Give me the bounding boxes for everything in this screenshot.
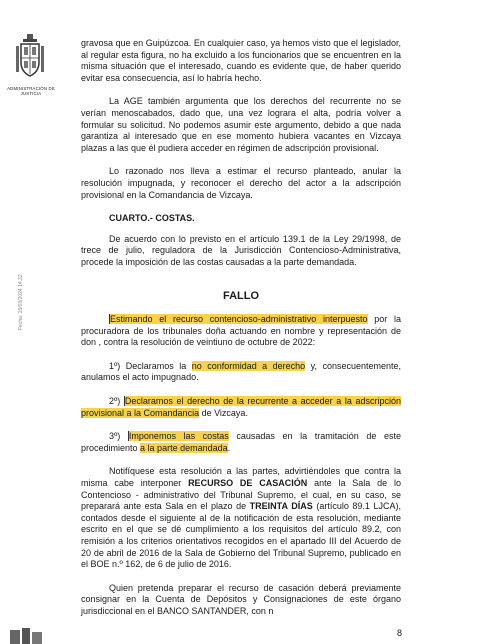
highlight: a la parte demandada (140, 442, 228, 453)
bold-text: TREINTA DÍAS (249, 501, 313, 512)
document-body (81, 38, 401, 618)
text-span: 1º) Declaramos la (109, 360, 192, 371)
text-span: . (227, 442, 231, 453)
text-span: y, consecuentemente, anulamos el acto impugnado. (81, 360, 402, 383)
text-span: 2º) (109, 396, 124, 407)
highlight: Declaramos el derecho de la recurrente a acceder a la adscripción provisional a la Comandancia (81, 396, 401, 418)
paragraph (81, 314, 401, 349)
paragraph (81, 361, 401, 384)
paragraph (81, 431, 401, 454)
coat-of-arms-icon (15, 32, 45, 82)
highlight: Imponemos las costas (128, 431, 229, 442)
date-stamp: Fecha: 15/03/2024 14:32 (18, 274, 24, 330)
text-span: (artículo 89.1 LJCA), contados desde el siguiente al de la notificación de esta resolución, mediante escrito en el que se dé cumplimiento a los requisitos del artículo 89.2, con remisión a los criterios orientativos recogidos en el apartado III del Acuerdo de 20 de abril de 2016 de la Sala de Gobierno del Tribunal Supremo, publicado en el BOE n.º 162, de 6 de julio de 2016. (81, 501, 401, 570)
section-heading: CUARTO.- COSTAS. (109, 213, 195, 224)
paragraph (81, 396, 401, 419)
fallo-heading: FALLO (222, 289, 260, 302)
sidebar (0, 0, 60, 644)
paragraph: Lo razonado nos lleva a estimar el recurso planteado, anular la resolución impugnada, y reconocer el derecho del actor a la adscripción provisional en la Comandancia de Vizcaya. (81, 166, 401, 200)
text-span: ante la Sala de lo Contencioso - administrativo del Tribunal Supremo, el cual, en su caso, se preparará ante esta Sala en el plazo de (81, 478, 401, 512)
text-span: Notifíquese esta resolución a las partes, advirtiéndoles que contra la misma cabe interponer (81, 466, 401, 489)
highlight: Estimando el recurso contencioso-administrativo interpuesto (110, 314, 368, 325)
paragraph (81, 466, 401, 570)
text-span: por la procuradora de los tribunales doña actuando en nombre y representación de don , contra la resolución de veintiuno de octubre de 2022: (81, 314, 401, 348)
paragraph: Quien pretenda preparar el recurso de casación deberá previamente consignar en la Cuenta de Depósitos y Consignaciones de este órgano jurisdiccional en el BANCO SANTANDER, con n (81, 582, 401, 616)
text-span: 3º) (109, 431, 128, 442)
text-span: causadas en la tramitación de este procedimiento (81, 431, 401, 453)
paragraph: gravosa que en Guipúzcoa. En cualquier caso, ya hemos visto que el legislador, al regular esta figura, no ha excluido a los funcionarios que se encuentren en la misma situación que el interesado, cuando es evidente que, de haber querido evitar esa consecuencia, así lo habría hecho. (81, 38, 401, 83)
footer-seal-icon (6, 626, 46, 644)
page-number: 8 (396, 628, 402, 638)
paragraph: De acuerdo con lo previsto en el artículo 139.1 de la Ley 29/1998, de trece de julio, reguladora de la Jurisdicción Contencioso-Administrativa, procede la imposición de las costas causadas a la parte demandada. (81, 233, 401, 267)
paragraph: La AGE también argumenta que los derechos del recurrente no se verían menoscabados, dado que, una vez lograra el alta, podría volver a formular su solicitud. No podemos asumir este argumento, debido a que nada garantiza al interesado que en ese momento hubiera vacantes en Vizcaya plazas a las que él pudiera acceder en régimen de adscripción provisional. (81, 96, 401, 153)
highlight: no conformidad a derecho (191, 360, 306, 371)
text-span: de Vizcaya. (199, 407, 248, 418)
bold-text: RECURSO DE CASACIÓN (188, 478, 308, 489)
admin-label: ADMINISTRACIÓN DE JUSTICIA (7, 86, 55, 96)
